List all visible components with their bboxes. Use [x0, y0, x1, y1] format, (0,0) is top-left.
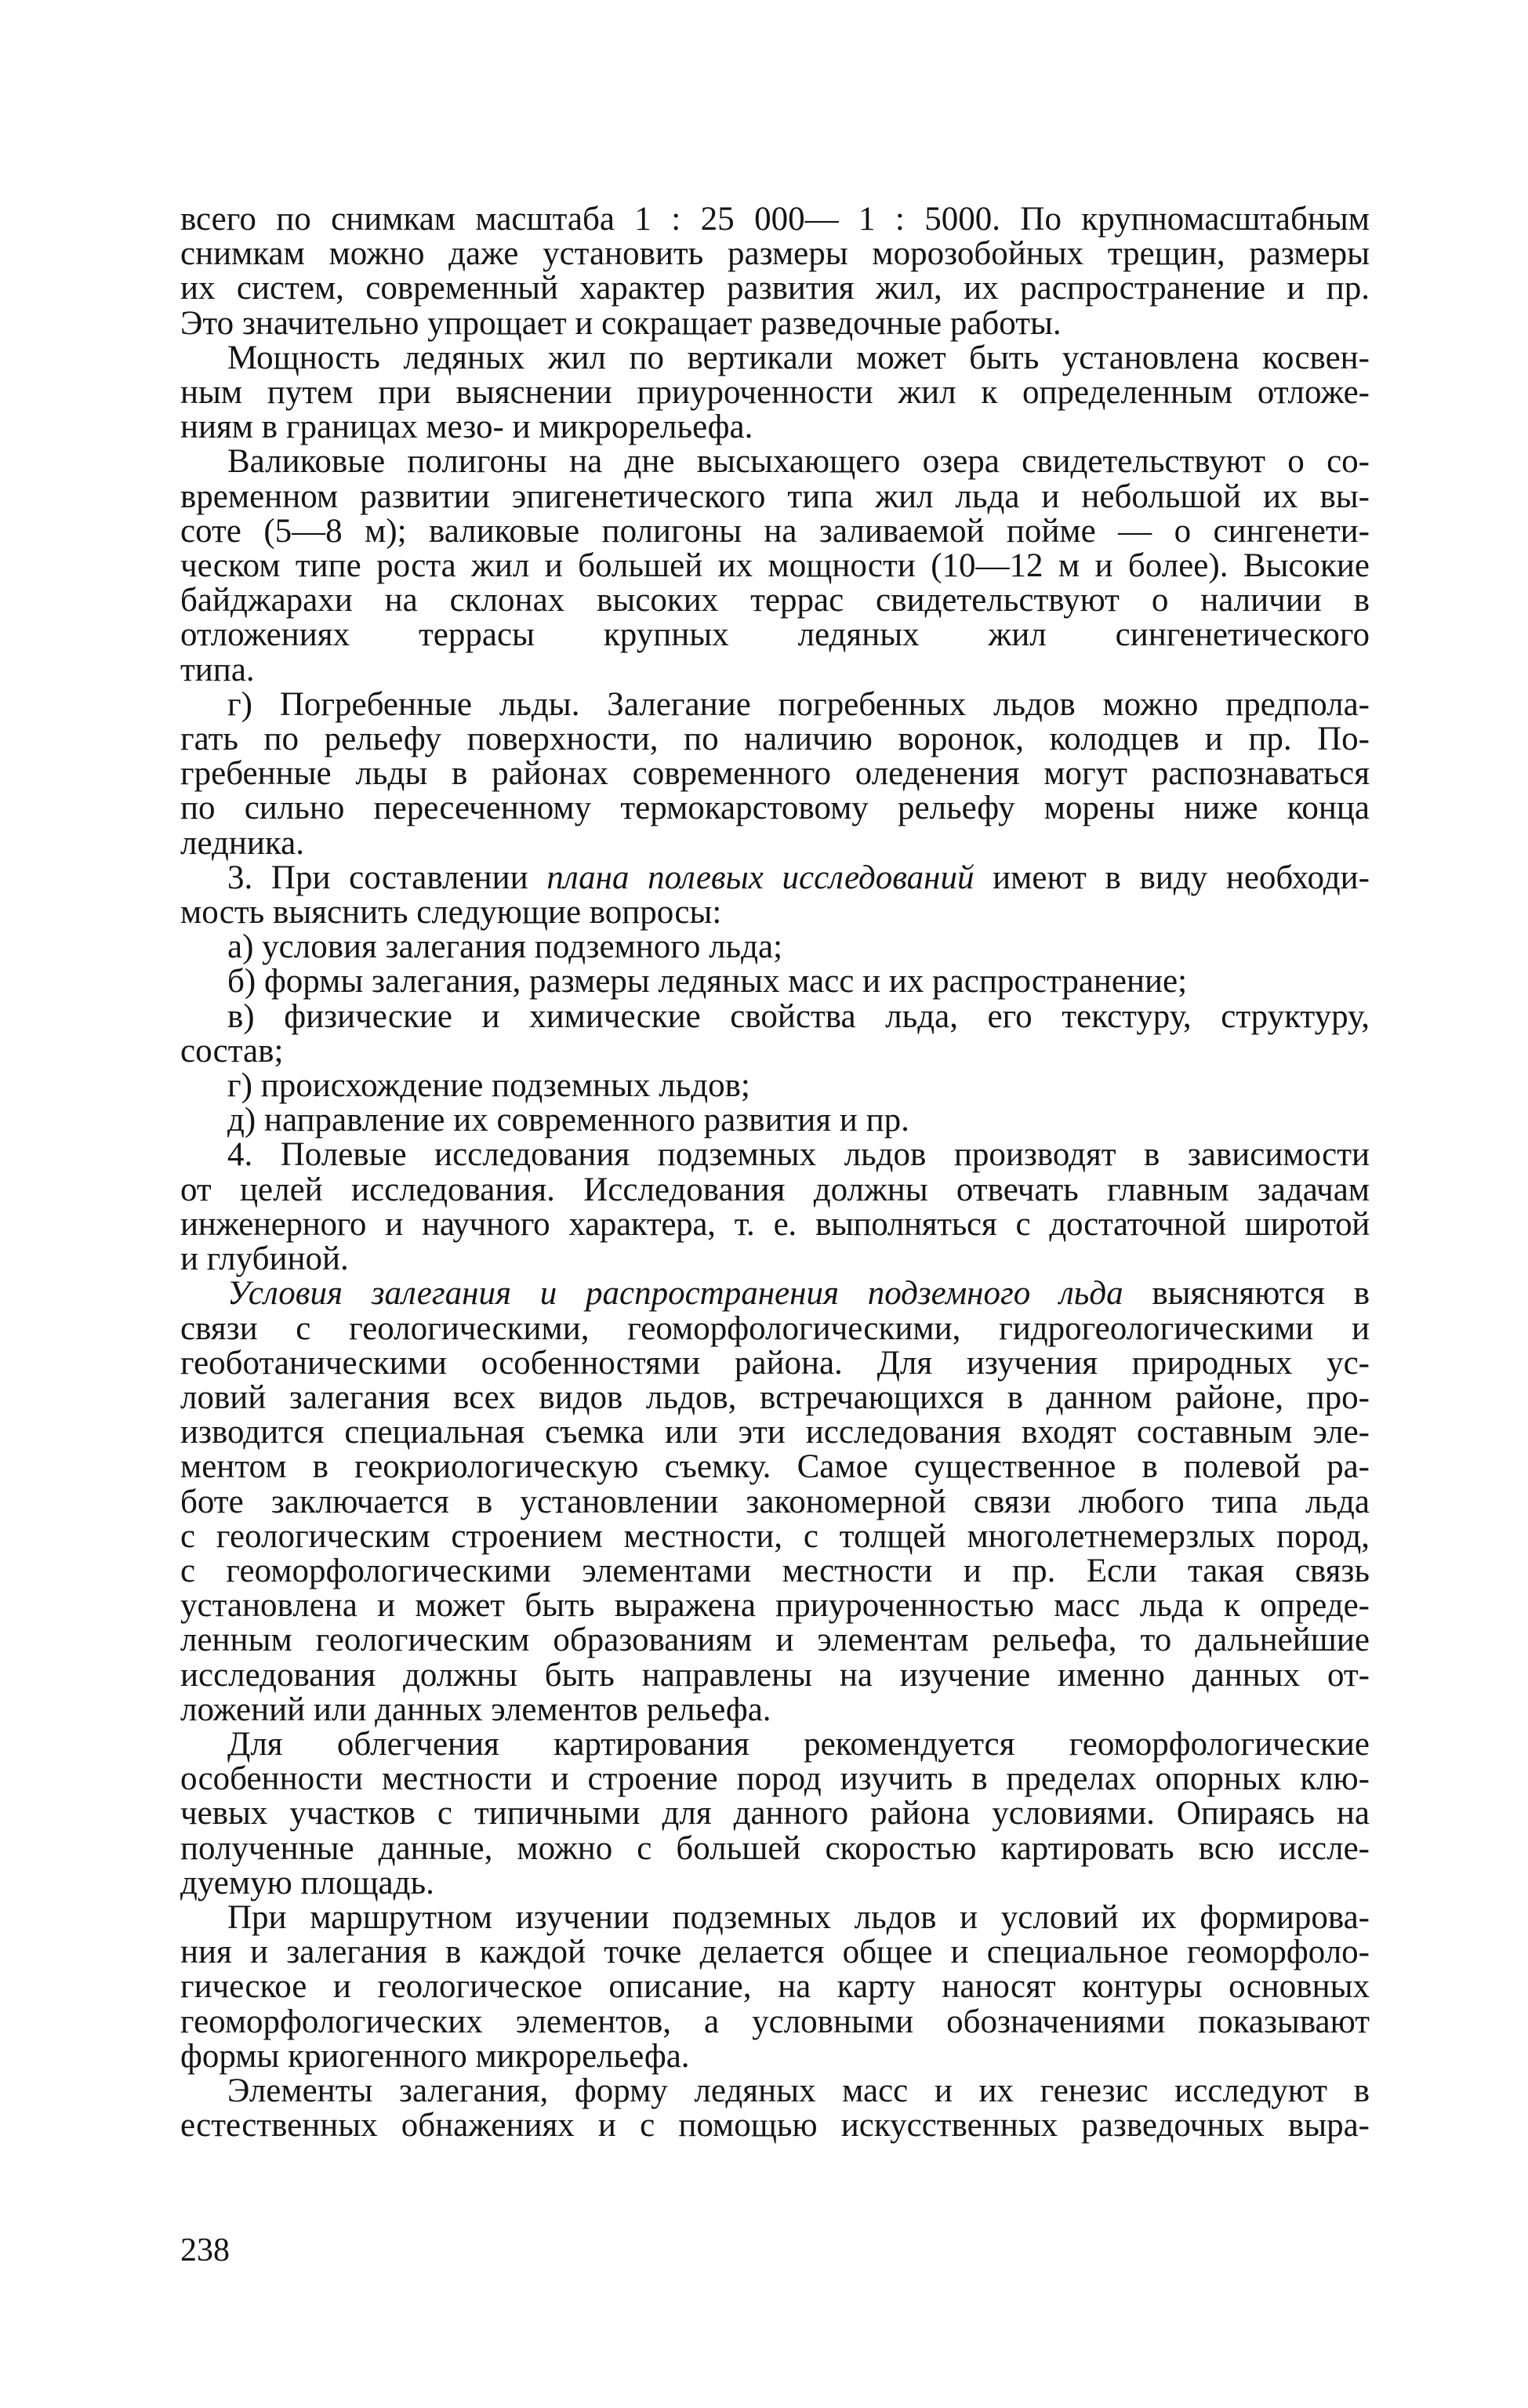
- paragraph-buried-ice: [180, 685, 1370, 862]
- text-line: ным путем при выяснении приуроченности жил к определенным отложе-: [180, 374, 1370, 412]
- text-line: ленным геологическим образованиям и элементам рельефа, то дальнейшие: [180, 1622, 1370, 1659]
- paragraph-exposures: [180, 2074, 1370, 2143]
- text-line: геоморфологических элементов, а условными обозначениями показывают: [180, 2003, 1370, 2040]
- paragraph-mapping: [180, 1727, 1370, 1901]
- text-line: временном развитии эпигенетического типа жил льда и небольшой их вы-: [180, 478, 1370, 515]
- italic-term: плана полевых исследований: [546, 859, 975, 896]
- text-line: ниям в границах мезо- и микрорельефа.: [180, 409, 753, 446]
- text-line: Для облегчения картирования рекомендуется геоморфологические: [227, 1725, 1370, 1763]
- list-item: г) происхождение подземных льдов;: [227, 1067, 750, 1105]
- text-line: г) Погребенные льды. Залегание погребенных льдов можно предпола-: [227, 685, 1370, 723]
- text-line: ческом типе роста жил и большей их мощности (10—12 м и более). Высокие: [180, 547, 1370, 585]
- text-line: связи с геологическими, геоморфологическими, гидрогеологическими и: [180, 1309, 1370, 1347]
- text-line: исследования должны быть направлены на изучение именно данных от-: [180, 1656, 1370, 1694]
- text-line: особенности местности и строение пород изучить в пределах опорных клю-: [180, 1760, 1370, 1798]
- paragraph-vein-thickness: [180, 341, 1370, 445]
- text-line: Мощность ледяных жил по вертикали может быть установлена косвен-: [227, 339, 1370, 376]
- paragraph-field-research: [180, 1138, 1370, 1277]
- paragraph-aerial-survey: [180, 202, 1370, 341]
- text-line: с геоморфологическими элементами местности и пр. Если такая связь: [180, 1552, 1370, 1589]
- page-body: [180, 202, 1370, 2143]
- text-line: естественных обнажениях и с помощью искусственных разведочных выра-: [180, 2107, 1370, 2145]
- paragraph-ice-conditions: [180, 1277, 1370, 1727]
- text-line: их систем, современный характер развития жил, их распространение и пр.: [180, 270, 1370, 307]
- text-line: Валиковые полигоны на дне высыхающего озера свидетельствуют о со-: [227, 443, 1370, 481]
- text-line: При маршрутном изучении подземных льдов и условий их формирова-: [227, 1898, 1370, 1936]
- text-line: 4. Полевые исследования подземных льдов производят в зависимости: [227, 1136, 1370, 1174]
- text-line: гать по рельефу поверхности, по наличию воронок, колодцев и пр. По-: [180, 721, 1370, 758]
- text-line: ментом в геокриологическую съемку. Самое существенное в полевой ра-: [180, 1448, 1370, 1486]
- text-line: формы криогенного микрорельефа.: [180, 2037, 690, 2075]
- paragraph-route-study: [180, 1898, 1370, 2075]
- italic-term: Условия залегания и распространения подземного льда: [227, 1275, 1123, 1313]
- text-line: типа.: [180, 651, 255, 688]
- text-line: установлена и может быть выражена приуроченностью масс льда к опреде-: [180, 1587, 1370, 1625]
- list-item: а) условия залегания подземного льда;: [227, 928, 783, 966]
- paragraph-polygons: [180, 445, 1370, 687]
- text-line: изводится специальная съемка или эти исследования входят составным эле-: [180, 1414, 1370, 1451]
- text-line: соте (5—8 м); валиковые полигоны на заливаемой пойме — о сингенети-: [180, 512, 1370, 550]
- text-line: гребенные льды в районах современного оледенения могут распознаваться: [180, 755, 1370, 793]
- text-line: всего по снимкам масштаба 1 : 25 000— 1 : 5000. По крупномасштабным: [180, 201, 1370, 238]
- page-number: 238: [180, 2232, 230, 2268]
- text-line: инженерного и научного характера, т. е. выполняться с достаточной широтой: [180, 1205, 1370, 1243]
- text-line: чевых участков с типичными для данного района условиями. Опираясь на: [180, 1795, 1370, 1832]
- text-line: полученные данные, можно с большей скоростью картировать всю иссле-: [180, 1829, 1370, 1867]
- text-line: по сильно пересеченному термокарстовому рельефу морены ниже конца: [180, 790, 1370, 827]
- list-item-continuation: состав;: [180, 1032, 284, 1070]
- text-line: [180, 861, 1370, 895]
- text-line: байджарахи на склонах высоких террас свидетельствуют о наличии в: [180, 582, 1370, 619]
- text-run: имеют в виду необходи-: [974, 859, 1370, 896]
- text-line: и глубиной.: [180, 1240, 349, 1278]
- text-line: мость выяснить следующие вопросы:: [180, 894, 722, 932]
- list-item: д) направление их современного развития и пр.: [227, 1102, 909, 1139]
- text-line: дуемую площадь.: [180, 1864, 434, 1901]
- text-line: ледника.: [180, 824, 304, 862]
- text-run: 3. При составлении: [227, 859, 547, 896]
- list-item: б) формы залегания, размеры ледяных масс и их распространение;: [227, 963, 1188, 1001]
- text-line: Элементы залегания, форму ледяных масс и их генезис исследуют в: [227, 2072, 1370, 2109]
- paragraph-field-plan: [180, 861, 1370, 1139]
- list-item: в) физические и химические свойства льда, его текстуру, структуру,: [227, 997, 1370, 1035]
- text-line: [180, 1277, 1370, 1311]
- text-line: ложений или данных элементов рельефа.: [180, 1691, 771, 1728]
- text-line: геоботаническими особенностями района. Для изучения природных ус-: [180, 1344, 1370, 1382]
- text-line: с геологическим строением местности, с толщей многолетнемерзлых пород,: [180, 1517, 1370, 1555]
- text-line: ловий залегания всех видов льдов, встречающихся в данном районе, про-: [180, 1378, 1370, 1416]
- text-line: гическое и геологическое описание, на карту наносят контуры основных: [180, 1968, 1370, 2006]
- text-run: выясняются в: [1123, 1275, 1370, 1313]
- text-line: ния и залегания в каждой точке делается общее и специальное геоморфоло-: [180, 1934, 1370, 1971]
- text-line: от целей исследования. Исследования должны отвечать главным задачам: [180, 1171, 1370, 1208]
- text-line: отложениях террасы крупных ледяных жил сингенетического: [180, 616, 1370, 654]
- text-line: снимкам можно даже установить размеры морозобойных трещин, размеры: [180, 235, 1370, 273]
- text-line: Это значительно упрощает и сокращает разведочные работы.: [180, 304, 1062, 342]
- text-line: боте заключается в установлении закономерной связи любого типа льда: [180, 1483, 1370, 1520]
